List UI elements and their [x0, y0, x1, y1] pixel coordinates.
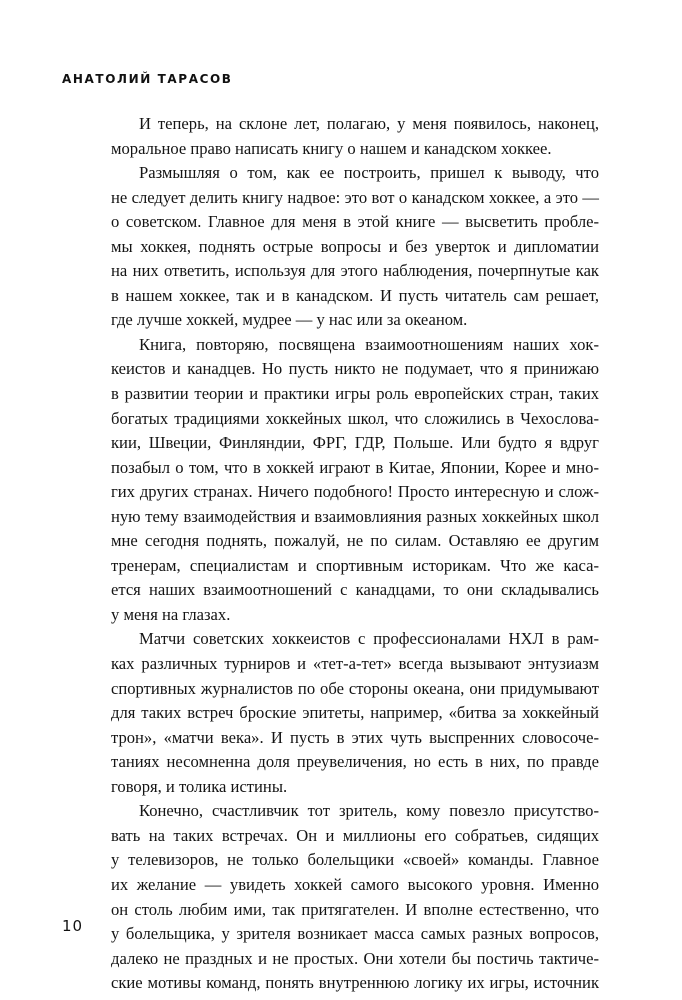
text-line: у телевизоров, не только болельщики «своей» команды. Главное	[111, 850, 599, 870]
text-line: на них ответить, используя для этого наблюдения, почерпнутые как	[111, 261, 599, 281]
text-line: Размышляя о том, как ее построить, пришел к выводу, что	[139, 163, 599, 183]
text-line: где лучше хоккей, мудрее — у нас или за океаном.	[111, 310, 468, 330]
text-line: Книга, повторяю, посвящена взаимоотношениям наших хок-	[139, 334, 599, 354]
text-line: у болельщика, у зрителя возникает масса самых разных вопросов,	[111, 924, 599, 944]
text-line: ках различных турниров и «тет-а-тет» всегда вызывают энтузиазм	[111, 654, 599, 674]
text-line: спортивных журналистов по обе стороны океана, они придумывают	[111, 678, 599, 698]
text-line: ется наших взаимоотношений с канадцами, то они складывались	[111, 580, 599, 600]
page-number: 10	[62, 917, 84, 935]
body-text	[111, 112, 599, 996]
text-line: их желание — увидеть хоккей самого высокого уровня. Именно	[111, 874, 599, 894]
text-line: Конечно, счастливчик тот зритель, кому повезло присутство-	[139, 801, 599, 821]
paragraph	[111, 799, 599, 995]
text-line: кии, Швеции, Финляндии, ФРГ, ГДР, Польше. Или будто я вдруг	[111, 433, 599, 453]
text-line: о советском. Главное для меня в этой книге — высветить пробле-	[111, 212, 599, 232]
paragraph	[111, 627, 599, 799]
text-line: мне сегодня поднять, пожалуй, не по силам. Оставляю ее другим	[111, 531, 599, 551]
text-line: говоря, и толика истины.	[111, 776, 288, 796]
text-line: кеистов и канадцев. Но пусть никто не подумает, что я принижаю	[111, 359, 599, 379]
text-line: трон», «матчи века». И пусть в этих чуть выспренних словосоче-	[111, 727, 599, 747]
text-line: И теперь, на склоне лет, полагаю, у меня появилось, наконец,	[139, 114, 599, 133]
text-line: у меня на глазах.	[111, 604, 231, 624]
text-line: богатых традициями хоккейных школ, что сложились в Чехослова-	[111, 408, 599, 428]
text-line: вать на таких встречах. Он и миллионы его собратьев, сидящих	[111, 825, 599, 845]
text-line: гих других странах. Ничего подобного! Просто интересную и слож-	[111, 482, 599, 502]
text-line: он столь любим ими, так притягателен. И вполне естественно, что	[111, 899, 599, 919]
text-line: для таких встреч броские эпитеты, например, «битва за хоккейный	[111, 703, 599, 723]
text-line: моральное право написать книгу о нашем и канадском хоккее.	[111, 138, 552, 158]
text-line: тренерам, специалистам и спортивным историкам. Что же каса-	[111, 555, 599, 575]
text-line: Матчи советских хоккеистов с профессионалами НХЛ в рам-	[139, 629, 599, 649]
text-line: позабыл о том, что в хоккей играют в Китае, Японии, Корее и мно-	[111, 457, 599, 477]
text-line: далеко не праздных и не простых. Они хотели бы постичь тактиче-	[111, 948, 599, 968]
text-line: ские мотивы команд, понять внутреннюю логику их игры, источник	[111, 973, 599, 993]
text-line: ную тему взаимодействия и взаимовлияния разных хоккейных школ	[111, 506, 599, 526]
paragraph	[111, 112, 599, 161]
text-line: не следует делить книгу надвое: это вот о канадском хоккее, а это —	[111, 187, 599, 207]
text-line: таниях несомненна доля преувеличения, но есть в них, по правде	[111, 752, 599, 772]
paragraph	[111, 161, 599, 333]
text-line: мы хоккея, поднять острые вопросы и без уверток и дипломатии	[111, 236, 599, 256]
paragraph	[111, 333, 599, 628]
text-line: в развитии теории и практики игры роль европейских стран, таких	[111, 384, 599, 404]
text-line: в нашем хоккее, так и в канадском. И пусть читатель сам решает,	[111, 285, 599, 305]
running-head-author: АНАТОЛИЙ ТАРАСОВ	[62, 72, 233, 86]
